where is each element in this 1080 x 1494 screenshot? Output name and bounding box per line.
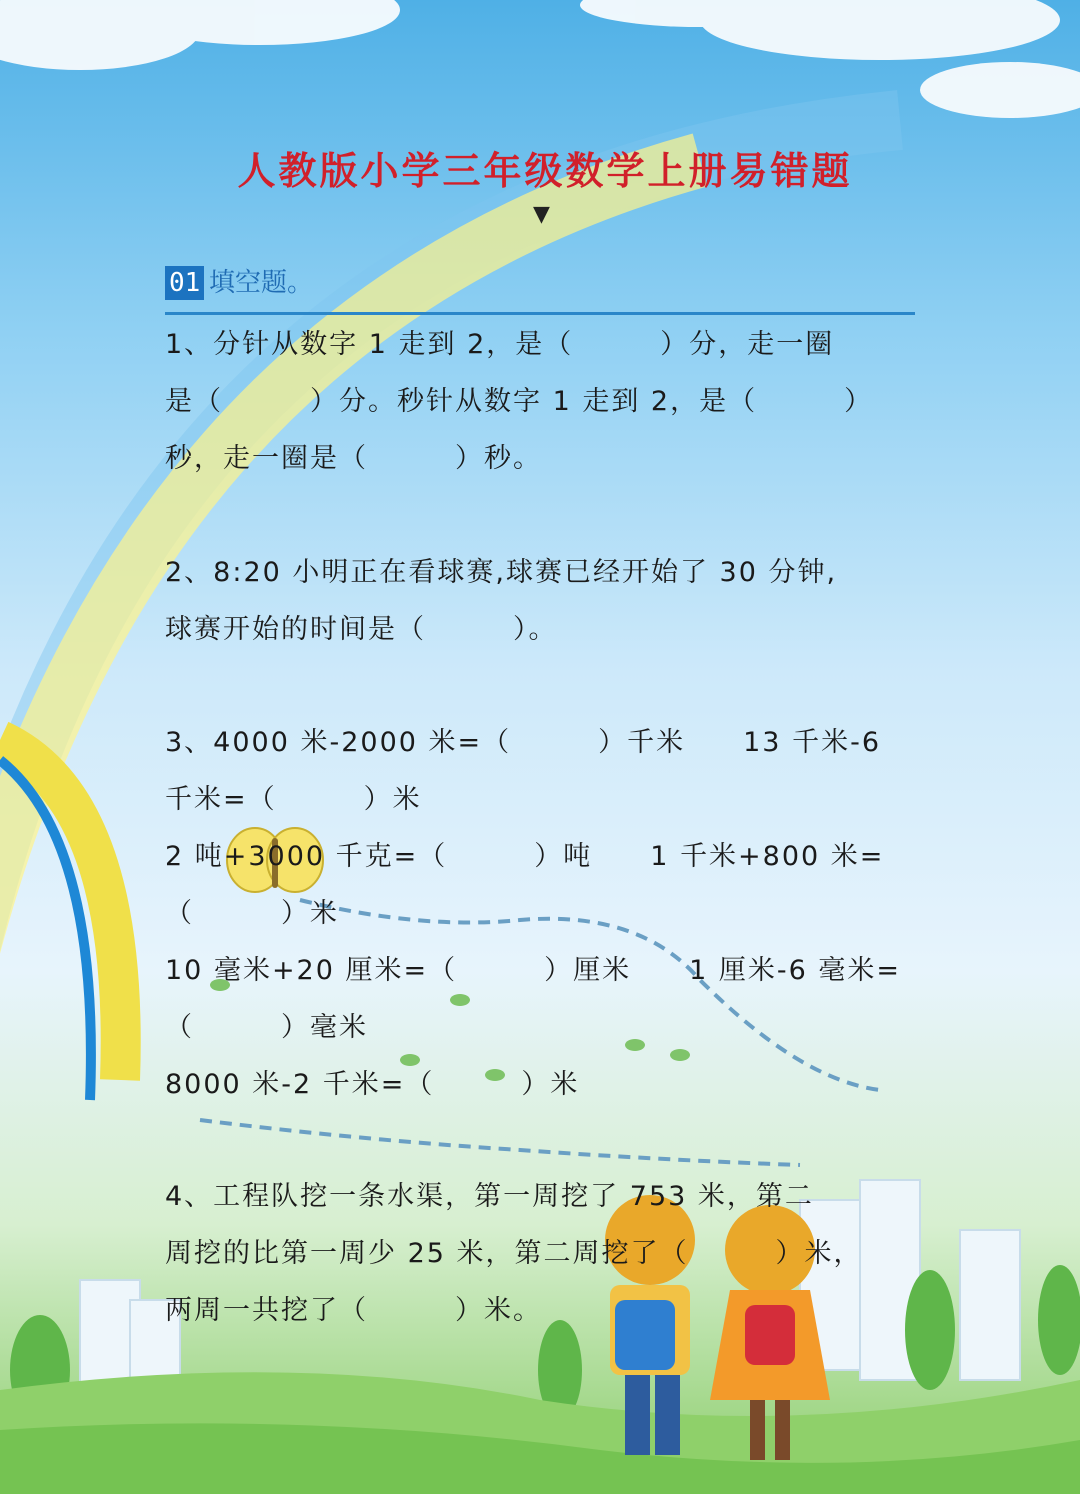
question-line: 是（ ）分。秒针从数字 1 走到 2，是（ ） <box>165 386 874 417</box>
question-line: 4、工程队挖一条水渠，第一周挖了 753 米，第二 <box>165 1181 814 1212</box>
question-line: 两周一共挖了（ ）米。 <box>165 1295 542 1326</box>
question-line: 10 毫米+20 厘米=（ ）厘米 1 厘米-6 毫米= <box>165 955 902 986</box>
section-number: 01 <box>165 266 204 300</box>
question-line: 3、4000 米-2000 米=（ ）千米 13 千米-6 <box>165 727 881 758</box>
section-header <box>165 260 915 315</box>
question-line: 球赛开始的时间是（ ）。 <box>165 614 558 645</box>
down-arrow-icon: ▼ <box>533 202 550 227</box>
question-1 <box>165 316 925 487</box>
question-line: 千米=（ ）米 <box>165 784 422 815</box>
question-3 <box>165 714 925 1113</box>
question-line: 2 吨+3000 千克=（ ）吨 1 千米+800 米= <box>165 841 885 872</box>
question-line: （ ）米 <box>165 898 339 929</box>
question-4 <box>165 1168 925 1339</box>
page-title: 人教版小学三年级数学上册易错题 <box>237 148 853 193</box>
question-line: 8000 米-2 千米=（ ）米 <box>165 1069 580 1100</box>
question-line: 1、分针从数字 1 走到 2，是（ ）分，走一圈 <box>165 329 835 360</box>
question-line: （ ）毫米 <box>165 1012 368 1043</box>
question-2 <box>165 544 925 658</box>
question-line: 周挖的比第一周少 25 米，第二周挖了（ ）米， <box>165 1238 863 1269</box>
section-title: 填空题。 <box>209 268 314 298</box>
question-line: 2、8:20 小明正在看球赛,球赛已经开始了 30 分钟, <box>165 557 838 588</box>
question-line: 秒，走一圈是（ ）秒。 <box>165 443 542 474</box>
